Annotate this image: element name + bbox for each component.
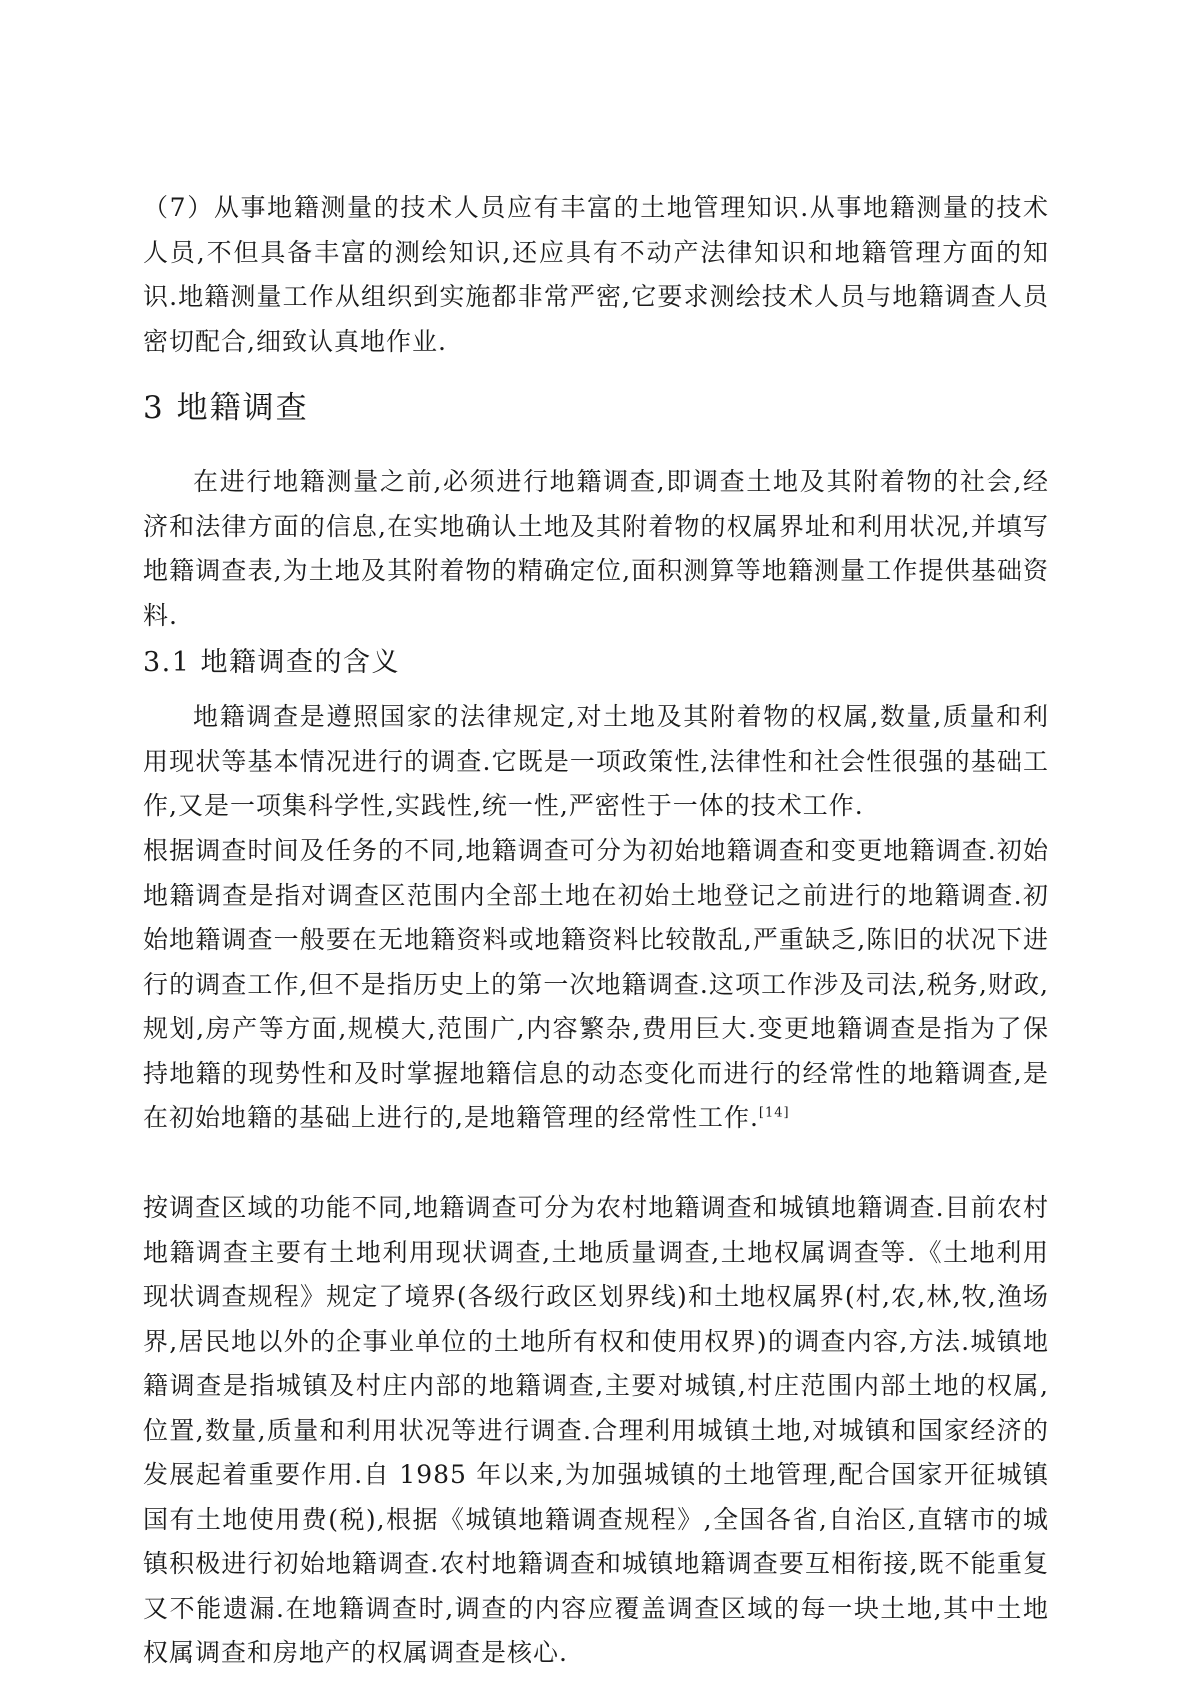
- citation-marker: [14]: [758, 1105, 790, 1121]
- subsection-heading: 3.1 地籍调查的含义: [143, 647, 401, 678]
- paragraph-item-7: （7）从事地籍测量的技术人员应有丰富的土地管理知识.从事地籍测量的技术人员,不但具备丰富的测绘知识,还应具有不动产法律知识和地籍管理方面的知识.地籍测量工作从组织到实施都非常严密,它要求测绘技术人员与地籍调查人员密切配合,细致认真地作业.: [143, 193, 1049, 356]
- paragraph-survey-types: [143, 829, 1049, 1141]
- section-heading: 3 地籍调查: [143, 390, 309, 426]
- paragraph-intro: 在进行地籍测量之前,必须进行地籍调查,即调查土地及其附着物的社会,经济和法律方面的信息,在实地确认土地及其附着物的权属界址和利用状况,并填写地籍调查表,为土地及其附着物的精确定位,面积测算等地籍测量工作提供基础资料.: [143, 467, 1049, 630]
- survey-types-text: 根据调查时间及任务的不同,地籍调查可分为初始地籍调查和变更地籍调查.初始地籍调查是指对调查区范围内全部土地在初始土地登记之前进行的地籍调查.初始地籍调查一般要在无地籍资料或地籍资料比较散乱,严重缺乏,陈旧的状况下进行的调查工作,但不是指历史上的第一次地籍调查.这项工作涉及司法,税务,财政,规划,房产等方面,规模大,范围广,内容繁杂,费用巨大.变更地籍调查是指为了保持地籍的现势性和及时掌握地籍信息的动态变化而进行的经常性的地籍调查,是在初始地籍的基础上进行的,是地籍管理的经常性工作.: [143, 836, 1049, 1132]
- paragraph-survey-regions: 按调查区域的功能不同,地籍调查可分为农村地籍调查和城镇地籍调查.目前农村地籍调查主要有土地利用现状调查,土地质量调查,土地权属调查等.《土地利用现状调查规程》规定了境界(各级行政区划界线)和土地权属界(村,农,林,牧,渔场界,居民地以外的企事业单位的土地所有权和使用权界)的调查内容,方法.城镇地籍调查是指城镇及村庄内部的地籍调查,主要对城镇,村庄范围内部土地的权属,位置,数量,质量和利用状况等进行调查.合理利用城镇土地,对城镇和国家经济的发展起着重要作用.自 1985 年以来,为加强城镇的土地管理,配合国家开征城镇国有土地使用费(税),根据《城镇地籍调查规程》,全国各省,自治区,直辖市的城镇积极进行初始地籍调查.农村地籍调查和城镇地籍调查要互相衔接,既不能重复又不能遗漏.在地籍调查时,调查的内容应覆盖调查区域的每一块土地,其中土地权属调查和房地产的权属调查是核心.: [143, 1193, 1050, 1667]
- paragraph-definition: 地籍调查是遵照国家的法律规定,对土地及其附着物的权属,数量,质量和利用现状等基本情况进行的调查.它既是一项政策性,法律性和社会性很强的基础工作,又是一项集科学性,实践性,统一性,严密性于一体的技术工作.: [143, 702, 1049, 820]
